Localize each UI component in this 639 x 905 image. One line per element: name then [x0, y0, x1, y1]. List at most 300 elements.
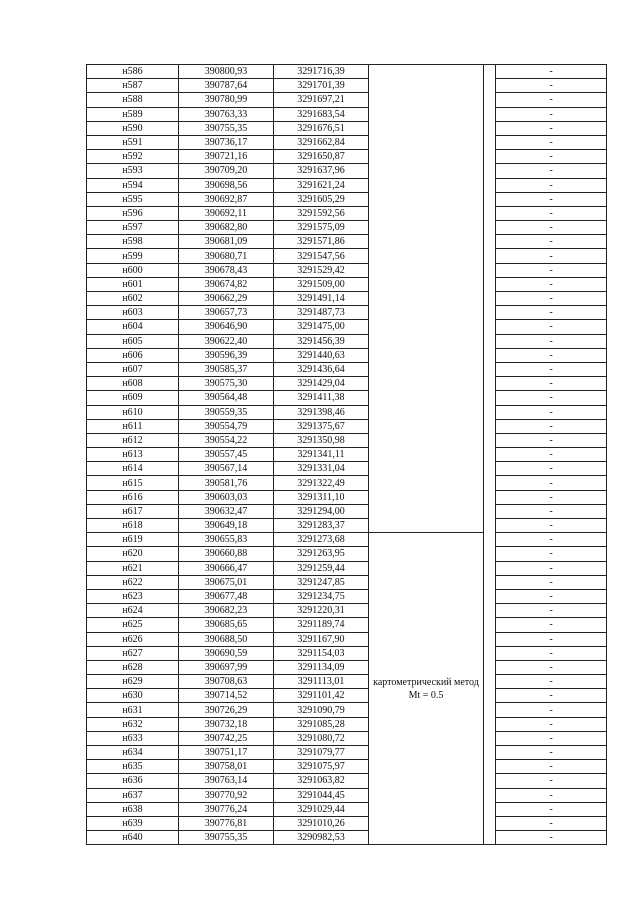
- x-coordinate-cell: 390655,83: [179, 533, 274, 547]
- gap-cell: [484, 618, 496, 632]
- gap-cell: [484, 731, 496, 745]
- accuracy-cell: -: [496, 121, 607, 135]
- gap-cell: [484, 448, 496, 462]
- point-id-cell: н620: [87, 547, 179, 561]
- table-row: [87, 731, 607, 745]
- gap-cell: [484, 419, 496, 433]
- table-row: [87, 221, 607, 235]
- table-row: [87, 689, 607, 703]
- x-coordinate-cell: 390554,22: [179, 433, 274, 447]
- y-coordinate-cell: 3291010,26: [274, 816, 369, 830]
- accuracy-cell: -: [496, 306, 607, 320]
- point-id-cell: н637: [87, 788, 179, 802]
- method-cell: [369, 348, 484, 362]
- accuracy-cell: -: [496, 206, 607, 220]
- point-id-cell: н613: [87, 448, 179, 462]
- x-coordinate-cell: 390564,48: [179, 391, 274, 405]
- y-coordinate-cell: 3291429,04: [274, 377, 369, 391]
- method-cell: [369, 405, 484, 419]
- accuracy-cell: -: [496, 831, 607, 845]
- point-id-cell: н593: [87, 164, 179, 178]
- table-row: [87, 178, 607, 192]
- gap-cell: [484, 277, 496, 291]
- point-id-cell: н611: [87, 419, 179, 433]
- point-id-cell: н638: [87, 802, 179, 816]
- accuracy-cell: -: [496, 618, 607, 632]
- gap-cell: [484, 589, 496, 603]
- x-coordinate-cell: 390581,76: [179, 476, 274, 490]
- table-row: [87, 476, 607, 490]
- x-coordinate-cell: 390736,17: [179, 135, 274, 149]
- x-coordinate-cell: 390763,14: [179, 774, 274, 788]
- method-cell: [369, 504, 484, 518]
- table-row: [87, 292, 607, 306]
- y-coordinate-cell: 3291079,77: [274, 746, 369, 760]
- accuracy-cell: -: [496, 703, 607, 717]
- x-coordinate-cell: 390682,23: [179, 604, 274, 618]
- x-coordinate-cell: 390692,11: [179, 206, 274, 220]
- x-coordinate-cell: 390709,20: [179, 164, 274, 178]
- y-coordinate-cell: 3291311,10: [274, 490, 369, 504]
- y-coordinate-cell: 3291322,49: [274, 476, 369, 490]
- x-coordinate-cell: 390657,73: [179, 306, 274, 320]
- accuracy-cell: -: [496, 604, 607, 618]
- table-row: [87, 632, 607, 646]
- accuracy-cell: -: [496, 632, 607, 646]
- y-coordinate-cell: 3291676,51: [274, 121, 369, 135]
- x-coordinate-cell: 390559,35: [179, 405, 274, 419]
- accuracy-cell: -: [496, 660, 607, 674]
- y-coordinate-cell: 3291234,75: [274, 589, 369, 603]
- point-id-cell: н612: [87, 433, 179, 447]
- x-coordinate-cell: 390649,18: [179, 519, 274, 533]
- x-coordinate-cell: 390714,52: [179, 689, 274, 703]
- method-cell: [369, 121, 484, 135]
- accuracy-cell: -: [496, 221, 607, 235]
- x-coordinate-cell: 390698,56: [179, 178, 274, 192]
- accuracy-cell: -: [496, 348, 607, 362]
- y-coordinate-cell: 3291101,42: [274, 689, 369, 703]
- accuracy-cell: -: [496, 774, 607, 788]
- point-id-cell: н591: [87, 135, 179, 149]
- point-id-cell: н594: [87, 178, 179, 192]
- y-coordinate-cell: 3291716,39: [274, 65, 369, 79]
- x-coordinate-cell: 390674,82: [179, 277, 274, 291]
- point-id-cell: н628: [87, 660, 179, 674]
- x-coordinate-cell: 390681,09: [179, 235, 274, 249]
- point-id-cell: н619: [87, 533, 179, 547]
- y-coordinate-cell: 3291220,31: [274, 604, 369, 618]
- table-row: [87, 816, 607, 830]
- accuracy-cell: -: [496, 391, 607, 405]
- gap-cell: [484, 788, 496, 802]
- x-coordinate-cell: 390780,99: [179, 93, 274, 107]
- gap-cell: [484, 150, 496, 164]
- method-cell: [369, 519, 484, 533]
- gap-cell: [484, 646, 496, 660]
- table-row: [87, 277, 607, 291]
- x-coordinate-cell: 390596,39: [179, 348, 274, 362]
- y-coordinate-cell: 3291637,96: [274, 164, 369, 178]
- point-id-cell: н618: [87, 519, 179, 533]
- x-coordinate-cell: 390787,64: [179, 79, 274, 93]
- method-cell: [369, 107, 484, 121]
- accuracy-cell: -: [496, 788, 607, 802]
- method-cell: [369, 79, 484, 93]
- method-cell: [369, 206, 484, 220]
- table-row: [87, 150, 607, 164]
- y-coordinate-cell: 3291456,39: [274, 334, 369, 348]
- table-row: [87, 235, 607, 249]
- accuracy-cell: -: [496, 292, 607, 306]
- x-coordinate-cell: 390585,37: [179, 362, 274, 376]
- point-id-cell: н636: [87, 774, 179, 788]
- y-coordinate-cell: 3291263,95: [274, 547, 369, 561]
- point-id-cell: н616: [87, 490, 179, 504]
- method-cell: [369, 263, 484, 277]
- method-cell: [369, 277, 484, 291]
- method-cell: [369, 490, 484, 504]
- method-cell: [369, 320, 484, 334]
- accuracy-cell: -: [496, 646, 607, 660]
- x-coordinate-cell: 390622,40: [179, 334, 274, 348]
- gap-cell: [484, 746, 496, 760]
- gap-cell: [484, 121, 496, 135]
- method-cell: [369, 249, 484, 263]
- x-coordinate-cell: 390680,71: [179, 249, 274, 263]
- method-cell: [369, 419, 484, 433]
- method-cell: [369, 433, 484, 447]
- table-row: [87, 519, 607, 533]
- accuracy-cell: -: [496, 249, 607, 263]
- y-coordinate-cell: 3291701,39: [274, 79, 369, 93]
- table-row: [87, 561, 607, 575]
- method-cell: [369, 362, 484, 376]
- y-coordinate-cell: 3291440,63: [274, 348, 369, 362]
- point-id-cell: н608: [87, 377, 179, 391]
- y-coordinate-cell: 3291134,09: [274, 660, 369, 674]
- accuracy-cell: -: [496, 731, 607, 745]
- y-coordinate-cell: 3291697,21: [274, 93, 369, 107]
- y-coordinate-cell: 3291547,56: [274, 249, 369, 263]
- x-coordinate-cell: 390678,43: [179, 263, 274, 277]
- y-coordinate-cell: 3291509,00: [274, 277, 369, 291]
- gap-cell: [484, 490, 496, 504]
- table-row: [87, 79, 607, 93]
- gap-cell: [484, 703, 496, 717]
- gap-cell: [484, 334, 496, 348]
- point-id-cell: н587: [87, 79, 179, 93]
- point-id-cell: н605: [87, 334, 179, 348]
- method-cell: [369, 235, 484, 249]
- table-row: [87, 377, 607, 391]
- point-id-cell: н600: [87, 263, 179, 277]
- gap-cell: [484, 107, 496, 121]
- y-coordinate-cell: 3291029,44: [274, 802, 369, 816]
- point-id-cell: н610: [87, 405, 179, 419]
- table-row: [87, 448, 607, 462]
- gap-cell: [484, 689, 496, 703]
- accuracy-cell: -: [496, 377, 607, 391]
- table-row: [87, 348, 607, 362]
- table-row: [87, 306, 607, 320]
- point-id-cell: н598: [87, 235, 179, 249]
- y-coordinate-cell: 3291475,00: [274, 320, 369, 334]
- table-row: [87, 646, 607, 660]
- y-coordinate-cell: 3291154,03: [274, 646, 369, 660]
- accuracy-cell: -: [496, 362, 607, 376]
- point-id-cell: н629: [87, 675, 179, 689]
- gap-cell: [484, 604, 496, 618]
- y-coordinate-cell: 3291085,28: [274, 717, 369, 731]
- x-coordinate-cell: 390675,01: [179, 575, 274, 589]
- accuracy-cell: -: [496, 235, 607, 249]
- y-coordinate-cell: 3291650,87: [274, 150, 369, 164]
- gap-cell: [484, 675, 496, 689]
- x-coordinate-cell: 390557,45: [179, 448, 274, 462]
- accuracy-cell: -: [496, 192, 607, 206]
- method-cell: [369, 65, 484, 79]
- x-coordinate-cell: 390632,47: [179, 504, 274, 518]
- accuracy-cell: -: [496, 462, 607, 476]
- gap-cell: [484, 362, 496, 376]
- table-row: [87, 362, 607, 376]
- accuracy-cell: -: [496, 717, 607, 731]
- point-id-cell: н622: [87, 575, 179, 589]
- point-id-cell: н635: [87, 760, 179, 774]
- accuracy-cell: -: [496, 79, 607, 93]
- gap-cell: [484, 249, 496, 263]
- point-id-cell: н626: [87, 632, 179, 646]
- method-cell: [369, 292, 484, 306]
- accuracy-cell: -: [496, 675, 607, 689]
- table-row: [87, 717, 607, 731]
- x-coordinate-cell: 390755,35: [179, 121, 274, 135]
- table-row: [87, 164, 607, 178]
- gap-cell: [484, 717, 496, 731]
- gap-cell: [484, 65, 496, 79]
- gap-cell: [484, 831, 496, 845]
- point-id-cell: н602: [87, 292, 179, 306]
- table-row: [87, 547, 607, 561]
- x-coordinate-cell: 390721,16: [179, 150, 274, 164]
- accuracy-cell: -: [496, 589, 607, 603]
- gap-cell: [484, 533, 496, 547]
- y-coordinate-cell: 3291080,72: [274, 731, 369, 745]
- gap-cell: [484, 178, 496, 192]
- gap-cell: [484, 462, 496, 476]
- table-row: [87, 802, 607, 816]
- accuracy-cell: -: [496, 178, 607, 192]
- y-coordinate-cell: 3291341,11: [274, 448, 369, 462]
- table-row: [87, 760, 607, 774]
- x-coordinate-cell: 390776,81: [179, 816, 274, 830]
- y-coordinate-cell: 3291090,79: [274, 703, 369, 717]
- y-coordinate-cell: 3291592,56: [274, 206, 369, 220]
- gap-cell: [484, 774, 496, 788]
- y-coordinate-cell: 3291283,37: [274, 519, 369, 533]
- gap-cell: [484, 660, 496, 674]
- accuracy-cell: -: [496, 547, 607, 561]
- y-coordinate-cell: 3291063,82: [274, 774, 369, 788]
- accuracy-cell: -: [496, 107, 607, 121]
- point-id-cell: н588: [87, 93, 179, 107]
- accuracy-cell: -: [496, 519, 607, 533]
- table-row: [87, 93, 607, 107]
- x-coordinate-cell: 390732,18: [179, 717, 274, 731]
- table-row: [87, 618, 607, 632]
- x-coordinate-cell: 390751,17: [179, 746, 274, 760]
- y-coordinate-cell: 3291075,97: [274, 760, 369, 774]
- x-coordinate-cell: 390682,80: [179, 221, 274, 235]
- y-coordinate-cell: 3291247,85: [274, 575, 369, 589]
- gap-cell: [484, 164, 496, 178]
- y-coordinate-cell: 3291621,24: [274, 178, 369, 192]
- gap-cell: [484, 306, 496, 320]
- point-id-cell: н606: [87, 348, 179, 362]
- accuracy-cell: -: [496, 504, 607, 518]
- method-cell: [369, 135, 484, 149]
- y-coordinate-cell: 3291375,67: [274, 419, 369, 433]
- table-row: [87, 703, 607, 717]
- gap-cell: [484, 405, 496, 419]
- x-coordinate-cell: 390690,59: [179, 646, 274, 660]
- point-id-cell: н590: [87, 121, 179, 135]
- point-id-cell: н597: [87, 221, 179, 235]
- table-row: [87, 589, 607, 603]
- table-row: [87, 405, 607, 419]
- y-coordinate-cell: 3291273,68: [274, 533, 369, 547]
- accuracy-cell: -: [496, 419, 607, 433]
- accuracy-cell: -: [496, 334, 607, 348]
- point-id-cell: н607: [87, 362, 179, 376]
- coordinates-table-body: [87, 65, 607, 845]
- x-coordinate-cell: 390758,01: [179, 760, 274, 774]
- x-coordinate-cell: 390646,90: [179, 320, 274, 334]
- table-row: [87, 533, 607, 547]
- accuracy-cell: -: [496, 746, 607, 760]
- table-row: [87, 206, 607, 220]
- point-id-cell: н614: [87, 462, 179, 476]
- accuracy-cell: -: [496, 561, 607, 575]
- y-coordinate-cell: 3291398,46: [274, 405, 369, 419]
- method-cell: [369, 93, 484, 107]
- x-coordinate-cell: 390554,79: [179, 419, 274, 433]
- point-id-cell: н592: [87, 150, 179, 164]
- table-row: [87, 504, 607, 518]
- gap-cell: [484, 504, 496, 518]
- table-row: [87, 135, 607, 149]
- accuracy-cell: -: [496, 320, 607, 334]
- x-coordinate-cell: 390677,48: [179, 589, 274, 603]
- y-coordinate-cell: 3291662,84: [274, 135, 369, 149]
- table-row: [87, 249, 607, 263]
- x-coordinate-cell: 390575,30: [179, 377, 274, 391]
- accuracy-cell: -: [496, 405, 607, 419]
- point-id-cell: н639: [87, 816, 179, 830]
- method-cell: [369, 306, 484, 320]
- table-row: [87, 746, 607, 760]
- accuracy-cell: -: [496, 760, 607, 774]
- y-coordinate-cell: 3291167,90: [274, 632, 369, 646]
- x-coordinate-cell: 390742,25: [179, 731, 274, 745]
- point-id-cell: н599: [87, 249, 179, 263]
- point-id-cell: н627: [87, 646, 179, 660]
- table-row: [87, 391, 607, 405]
- y-coordinate-cell: 3291294,00: [274, 504, 369, 518]
- x-coordinate-cell: 390755,35: [179, 831, 274, 845]
- gap-cell: [484, 519, 496, 533]
- method-cell: [369, 164, 484, 178]
- table-row: [87, 433, 607, 447]
- point-id-cell: н609: [87, 391, 179, 405]
- y-coordinate-cell: 3290982,53: [274, 831, 369, 845]
- method-cell: [369, 178, 484, 192]
- point-id-cell: н615: [87, 476, 179, 490]
- accuracy-cell: -: [496, 135, 607, 149]
- point-id-cell: н603: [87, 306, 179, 320]
- y-coordinate-cell: 3291529,42: [274, 263, 369, 277]
- point-id-cell: н630: [87, 689, 179, 703]
- point-id-cell: н586: [87, 65, 179, 79]
- gap-cell: [484, 192, 496, 206]
- accuracy-cell: -: [496, 277, 607, 291]
- table-row: [87, 320, 607, 334]
- gap-cell: [484, 547, 496, 561]
- x-coordinate-cell: 390603,03: [179, 490, 274, 504]
- table-row: [87, 774, 607, 788]
- accuracy-cell: -: [496, 802, 607, 816]
- point-id-cell: н601: [87, 277, 179, 291]
- point-id-cell: н624: [87, 604, 179, 618]
- x-coordinate-cell: 390763,33: [179, 107, 274, 121]
- table-row: [87, 65, 607, 79]
- table-row: [87, 107, 607, 121]
- y-coordinate-cell: 3291487,73: [274, 306, 369, 320]
- accuracy-cell: -: [496, 476, 607, 490]
- point-id-cell: н604: [87, 320, 179, 334]
- gap-cell: [484, 320, 496, 334]
- x-coordinate-cell: 390692,87: [179, 192, 274, 206]
- method-cell: [369, 476, 484, 490]
- gap-cell: [484, 561, 496, 575]
- gap-cell: [484, 476, 496, 490]
- table-row: [87, 419, 607, 433]
- gap-cell: [484, 79, 496, 93]
- y-coordinate-cell: 3291605,29: [274, 192, 369, 206]
- table-row: [87, 121, 607, 135]
- table-row: [87, 192, 607, 206]
- table-row: [87, 660, 607, 674]
- point-id-cell: н589: [87, 107, 179, 121]
- gap-cell: [484, 760, 496, 774]
- gap-cell: [484, 235, 496, 249]
- x-coordinate-cell: 390662,29: [179, 292, 274, 306]
- accuracy-cell: -: [496, 689, 607, 703]
- x-coordinate-cell: 390726,29: [179, 703, 274, 717]
- table-row: [87, 604, 607, 618]
- gap-cell: [484, 575, 496, 589]
- method-cell: [369, 192, 484, 206]
- point-id-cell: н596: [87, 206, 179, 220]
- accuracy-cell: -: [496, 164, 607, 178]
- accuracy-cell: -: [496, 65, 607, 79]
- gap-cell: [484, 632, 496, 646]
- x-coordinate-cell: 390708,63: [179, 675, 274, 689]
- coordinates-table: [86, 64, 607, 845]
- x-coordinate-cell: 390666,47: [179, 561, 274, 575]
- gap-cell: [484, 391, 496, 405]
